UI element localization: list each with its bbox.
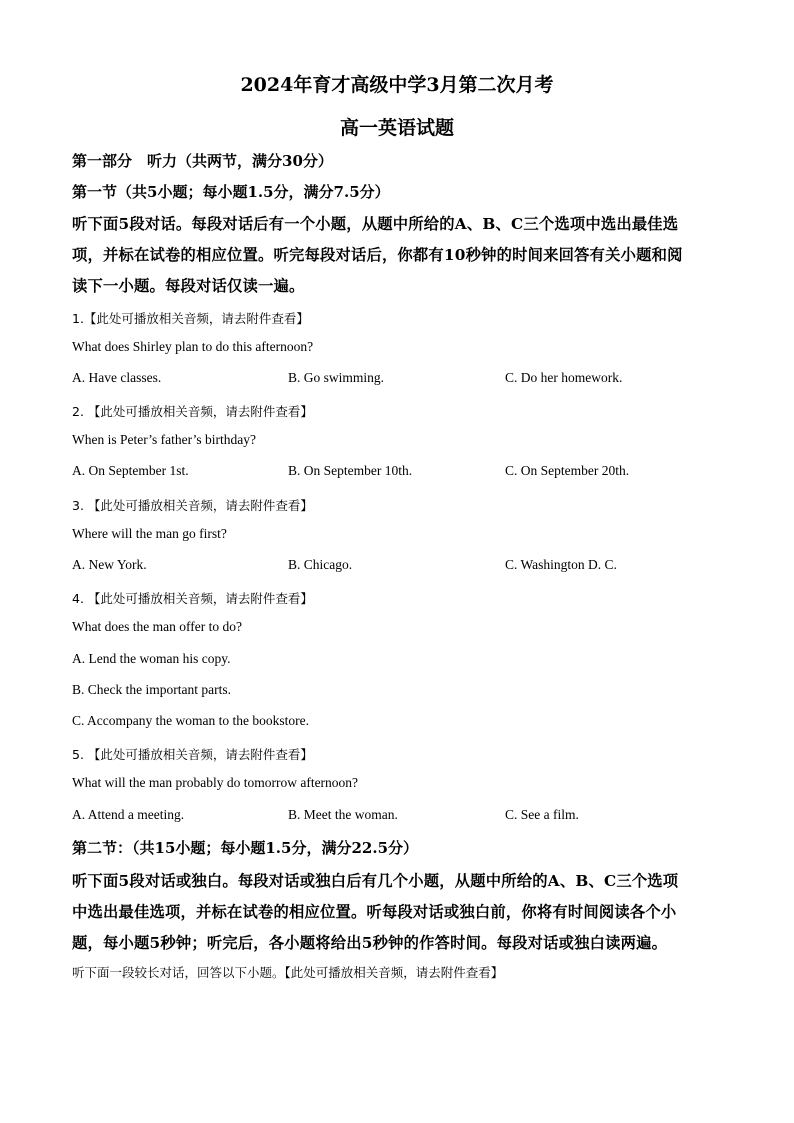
option-c: C. Accompany the woman to the bookstore. <box>72 713 309 728</box>
option-c: C. Do her homework. <box>505 370 623 385</box>
question-text: What will the man probably do tomorrow afternoon? <box>72 775 359 790</box>
section2-heading: 第二节：（共15小题；每小题1.5分，满分22.5分） <box>72 839 419 857</box>
option-b: B. On September 10th. <box>288 463 413 478</box>
section1-instruction-line: 听下面5段对话。每段对话后有一个小题，从题中所给的A、B、C三个选项中选出最佳选 <box>72 215 679 233</box>
audio-placeholder: 2. 【此处可播放相关音频，请去附件查看】 <box>72 404 313 419</box>
exam-title: 2024年育才高级中学3月第二次月考 <box>240 74 554 96</box>
option-c: C. Washington D. C. <box>505 557 617 572</box>
audio-placeholder: 5. 【此处可播放相关音频，请去附件查看】 <box>72 747 313 762</box>
section2-instruction-line: 题，每小题5秒钟；听完后，各小题将给出5秒钟的作答时间。每段对话或独白读两遍。 <box>72 934 668 952</box>
question-text: What does Shirley plan to do this afternoon? <box>72 339 314 354</box>
section1-instruction-line: 项，并标在试卷的相应位置。听完每段对话后，你都有10秒钟的时间来回答有关小题和阅 <box>72 246 683 264</box>
section1-instruction-line: 读下一小题。每段对话仅读一遍。 <box>72 277 305 295</box>
question-text: What does the man offer to do? <box>72 619 242 634</box>
option-c: C. See a film. <box>505 807 579 822</box>
option-b: B. Meet the woman. <box>288 807 398 822</box>
option-c: C. On September 20th. <box>505 463 630 478</box>
option-b: B. Check the important parts. <box>72 682 231 697</box>
section2-instruction-line: 听下面5段对话或独白。每段对话或独白后有几个小题，从题中所给的A、B、C三个选项 <box>72 872 679 890</box>
option-b: B. Chicago. <box>288 557 353 572</box>
option-a: A. Have classes. <box>72 370 162 385</box>
option-a: A. Attend a meeting. <box>72 807 185 822</box>
exam-subtitle: 高一英语试题 <box>339 117 454 139</box>
audio-placeholder: 4. 【此处可播放相关音频，请去附件查看】 <box>72 591 313 606</box>
question-text: Where will the man go first? <box>72 526 227 541</box>
option-a: A. On September 1st. <box>72 463 189 478</box>
audio-placeholder: 1.【此处可播放相关音频，请去附件查看】 <box>72 311 309 326</box>
option-a: A. New York. <box>72 557 147 572</box>
audio-placeholder: 3. 【此处可播放相关音频，请去附件查看】 <box>72 498 313 513</box>
question-text: When is Peter’s father’s birthday? <box>72 432 256 447</box>
section1-heading: 第一节（共5小题；每小题1.5分，满分7.5分） <box>72 183 390 201</box>
option-b: B. Go swimming. <box>288 370 385 385</box>
section2-instruction-line: 中选出最佳选项，并标在试卷的相应位置。听每段对话或独白前，你将有时间阅读各个小 <box>72 903 677 921</box>
part1-heading: 第一部分 听力（共两节，满分30分） <box>72 152 333 170</box>
section2-note: 听下面一段较长对话，回答以下小题。【此处可播放相关音频，请去附件查看】 <box>72 965 504 980</box>
option-a: A. Lend the woman his copy. <box>72 651 231 666</box>
